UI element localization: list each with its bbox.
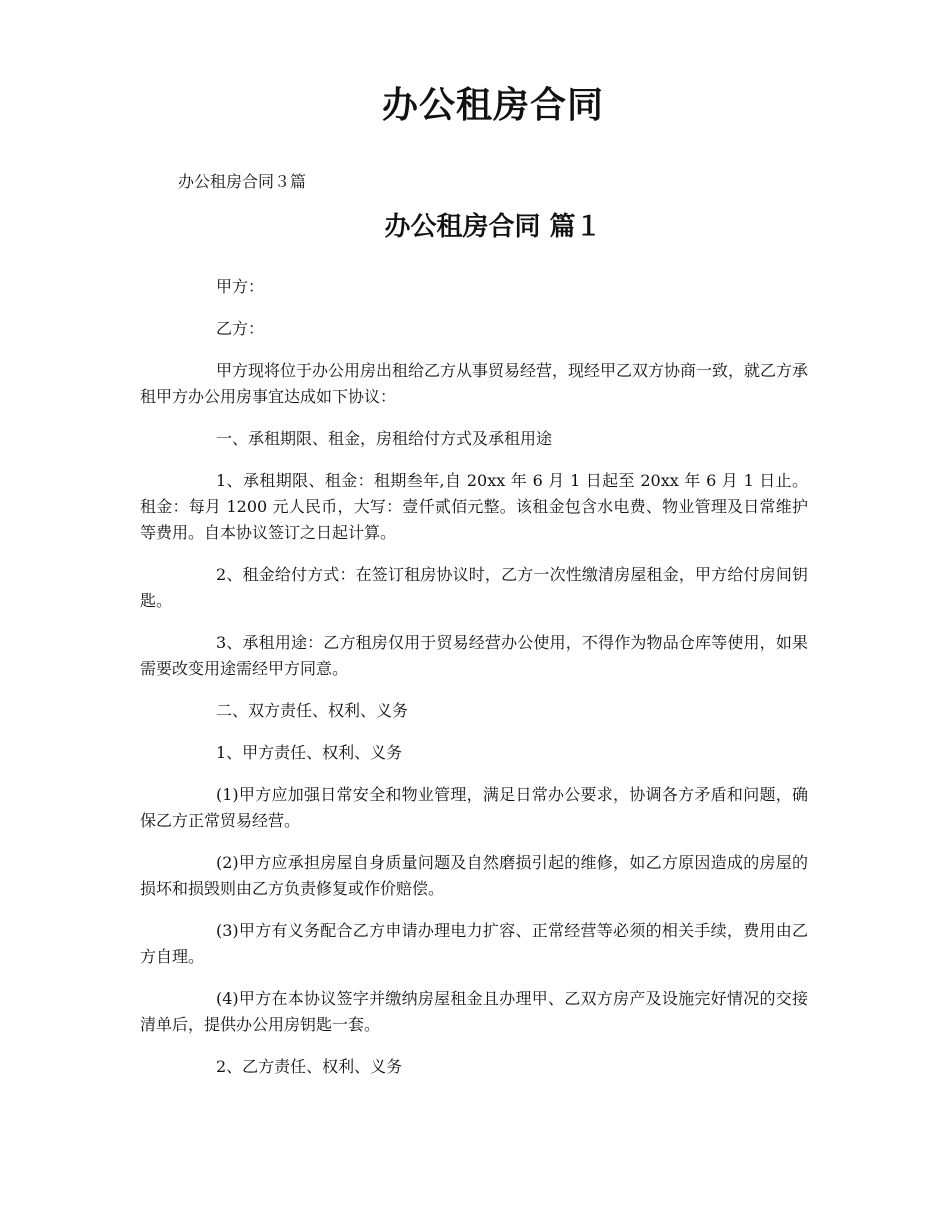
clause-2-1-item-4: (4)甲方在本协议签字并缴纳房屋租金且办理甲、乙双方房产及设施完好情况的交接清单后，提供办公用房钥匙一套。: [140, 989, 808, 1034]
clause-2-1-heading: 1、甲方责任、权利、义务: [216, 743, 403, 762]
document-title: 办公租房合同: [381, 85, 604, 126]
clause-1-1: 1、承租期限、租金：租期叁年,自 20xx 年 6 月 1 日起至 20xx 年 6 月 1 日止。租金：每月 1200 元人民币，大写：壹仟贰佰元整。该租金包含水电费、物业管理及日常维护等费用。自本协议签订之日起计算。: [140, 471, 808, 542]
section-title: 办公租房合同 篇１: [384, 212, 602, 242]
clause-1-2: 2、租金给付方式：在签订租房协议时，乙方一次性缴清房屋租金，甲方给付房间钥匙。: [140, 565, 808, 610]
document-subtitle: 办公租房合同３篇: [178, 172, 307, 191]
clause-2-1-item-1: (1)甲方应加强日常安全和物业管理，满足日常办公要求，协调各方矛盾和问题，确保乙方正常贸易经营。: [140, 785, 808, 830]
clause-1-3: 3、承租用途：乙方租房仅用于贸易经营办公使用，不得作为物品仓库等使用，如果需要改变用途需经甲方同意。: [140, 633, 808, 678]
party-b-line: 乙方：: [216, 319, 265, 338]
contract-body: [140, 274, 808, 1096]
clause-heading-1: 一、承租期限、租金，房租给付方式及承租用途: [216, 429, 553, 448]
clause-2-1-item-3: (3)甲方有义务配合乙方申请办理电力扩容、正常经营等必须的相关手续，费用由乙方自理。: [140, 921, 808, 966]
clause-2-2-heading: 2、乙方责任、权利、义务: [216, 1057, 403, 1076]
clause-heading-2: 二、双方责任、权利、义务: [216, 701, 409, 720]
clause-2-1-item-2: (2)甲方应承担房屋自身质量问题及自然磨损引起的维修，如乙方原因造成的房屋的损坏和损毁则由乙方负责修复或作价赔偿。: [140, 853, 808, 898]
preamble-paragraph: 甲方现将位于办公用房出租给乙方从事贸易经营，现经甲乙双方协商一致，就乙方承租甲方办公用房事宜达成如下协议：: [140, 361, 809, 406]
party-a-line: 甲方：: [216, 277, 265, 296]
